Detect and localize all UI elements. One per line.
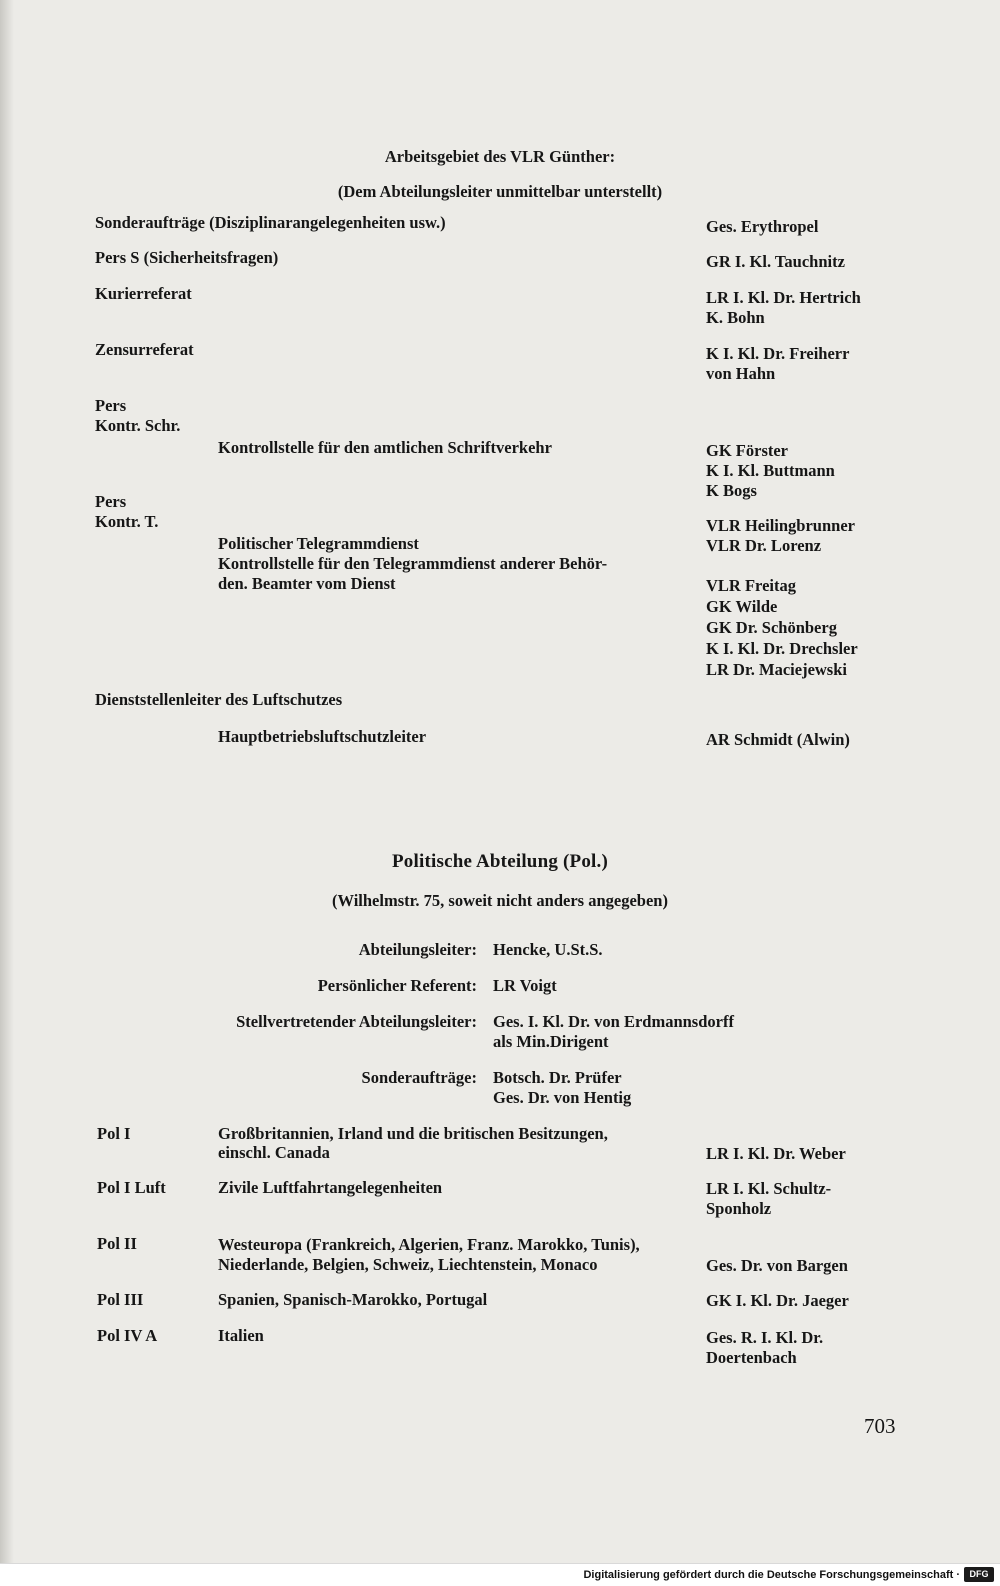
- section-subtitle: (Dem Abteilungsleiter unmittelbar unterstellt): [337, 182, 663, 201]
- binding-shadow: [0, 0, 14, 1586]
- unit-person-pol-i: LR I. Kl. Dr. Weber: [706, 1144, 846, 1163]
- kontr-t-code-1: Pers: [95, 492, 127, 511]
- staff-role-2: Persönlicher Referent:: [317, 976, 477, 995]
- footer-bar: [0, 1563, 1000, 1586]
- kontr-t-desc-1: Politischer Telegrammdienst: [218, 534, 419, 553]
- kontr-t-person-3: GK Dr. Schönberg: [706, 618, 837, 637]
- pers-s-person: GR I. Kl. Tauchnitz: [706, 252, 845, 271]
- unit-code-pol-ii: Pol II: [97, 1234, 137, 1253]
- kontr-t-desc-2: Kontrollstelle für den Telegrammdienst anderer Behör-: [218, 554, 608, 573]
- staff-role-3: Stellvertretender Abteilungsleiter:: [236, 1012, 477, 1031]
- pers-s-label: Pers S (Sicherheitsfragen): [95, 248, 279, 267]
- footer-funding-text: Digitalisierung gefördert durch die Deutsche Forschungsgemeinschaft ·: [583, 1569, 960, 1581]
- staff-role-1: Abteilungsleiter:: [358, 940, 477, 959]
- unit-person-pol-i-luft-1: LR I. Kl. Schultz-: [706, 1179, 832, 1198]
- unit-desc-pol-iv-a: Italien: [218, 1326, 264, 1345]
- unit-desc-pol-i-luft: Zivile Luftfahrtangelegenheiten: [218, 1178, 443, 1197]
- pol-heading: Politische Abteilung (Pol.): [392, 851, 608, 872]
- kontr-schr-code-2: Kontr. Schr.: [95, 416, 181, 435]
- kontr-t-person-2: GK Wilde: [706, 597, 778, 616]
- unit-desc-pol-i-1: Großbritannien, Irland und die britischen Besitzungen,: [218, 1124, 608, 1143]
- unit-code-pol-iv-a: Pol IV A: [97, 1326, 158, 1345]
- kontr-schr-person-3: K Bogs: [706, 481, 757, 500]
- staff-name-1: Hencke, U.St.S.: [493, 940, 603, 959]
- kontr-t-person-4: K I. Kl. Dr. Drechsler: [706, 639, 858, 658]
- kontr-schr-code-1: Pers: [95, 396, 127, 415]
- kontr-t-desc-3: den. Beamter vom Dienst: [218, 574, 396, 593]
- unit-desc-pol-iii: Spanien, Spanisch-Marokko, Portugal: [218, 1290, 488, 1309]
- unit-code-pol-i-luft: Pol I Luft: [97, 1178, 166, 1197]
- zensur-person-1: K I. Kl. Dr. Freiherr: [706, 344, 850, 363]
- unit-person-pol-iv-a-1: Ges. R. I. Kl. Dr.: [706, 1328, 824, 1347]
- dfg-logo-icon: DFG: [964, 1567, 994, 1582]
- section-title: Arbeitsgebiet des VLR Günther:: [384, 147, 616, 166]
- unit-desc-pol-i-2: einschl. Canada: [218, 1143, 330, 1162]
- unit-code-pol-iii: Pol III: [97, 1290, 144, 1309]
- luftschutz-sub-label: Hauptbetriebsluftschutzleiter: [218, 727, 427, 746]
- page-number: 703: [864, 1414, 896, 1438]
- staff-name-3a: Ges. I. Kl. Dr. von Erdmannsdorff: [493, 1012, 734, 1031]
- unit-desc-pol-ii-2: Niederlande, Belgien, Schweiz, Liechtenstein, Monaco: [218, 1255, 598, 1274]
- kontr-t-code-2: Kontr. T.: [95, 512, 159, 531]
- zensur-label: Zensurreferat: [95, 340, 194, 359]
- unit-person-pol-i-luft-2: Sponholz: [706, 1199, 772, 1218]
- kontr-schr-person-2: K I. Kl. Buttmann: [706, 461, 835, 480]
- kontr-t-person-5: LR Dr. Maciejewski: [706, 660, 847, 679]
- kurier-person-2: K. Bohn: [706, 308, 765, 327]
- kontr-t-person-1: VLR Freitag: [706, 576, 796, 595]
- luftschutz-label: Dienststellenleiter des Luftschutzes: [95, 690, 343, 709]
- luftschutz-person: AR Schmidt (Alwin): [706, 730, 850, 749]
- staff-name-4b: Ges. Dr. von Hentig: [493, 1088, 632, 1107]
- staff-role-4: Sonderaufträge:: [361, 1068, 477, 1087]
- sonderauftraege-person: Ges. Erythropel: [706, 217, 819, 236]
- staff-name-3b: als Min.Dirigent: [493, 1032, 609, 1051]
- sonderauftraege-label: Sonderaufträge (Disziplinarangelegenheiten usw.): [95, 213, 446, 232]
- unit-code-pol-i: Pol I: [97, 1124, 131, 1143]
- kurier-label: Kurierreferat: [95, 284, 192, 303]
- kontr-schr-desc: Kontrollstelle für den amtlichen Schriftverkehr: [218, 438, 552, 457]
- unit-person-pol-ii: Ges. Dr. von Bargen: [706, 1256, 848, 1275]
- pol-address: (Wilhelmstr. 75, soweit nicht anders angegeben): [332, 891, 668, 910]
- staff-name-4a: Botsch. Dr. Prüfer: [493, 1068, 622, 1087]
- unit-desc-pol-ii-1: Westeuropa (Frankreich, Algerien, Franz. Marokko, Tunis),: [218, 1235, 640, 1254]
- kurier-person-1: LR I. Kl. Dr. Hertrich: [706, 288, 861, 307]
- unit-person-pol-iii: GK I. Kl. Dr. Jaeger: [706, 1291, 849, 1310]
- unit-person-pol-iv-a-2: Doertenbach: [706, 1348, 797, 1367]
- kontr-t-person-top-1: VLR Heilingbrunner: [706, 516, 855, 535]
- kontr-schr-person-1: GK Förster: [706, 441, 789, 460]
- kontr-t-person-top-2: VLR Dr. Lorenz: [706, 536, 822, 555]
- staff-name-2: LR Voigt: [493, 976, 557, 995]
- zensur-person-2: von Hahn: [706, 364, 776, 383]
